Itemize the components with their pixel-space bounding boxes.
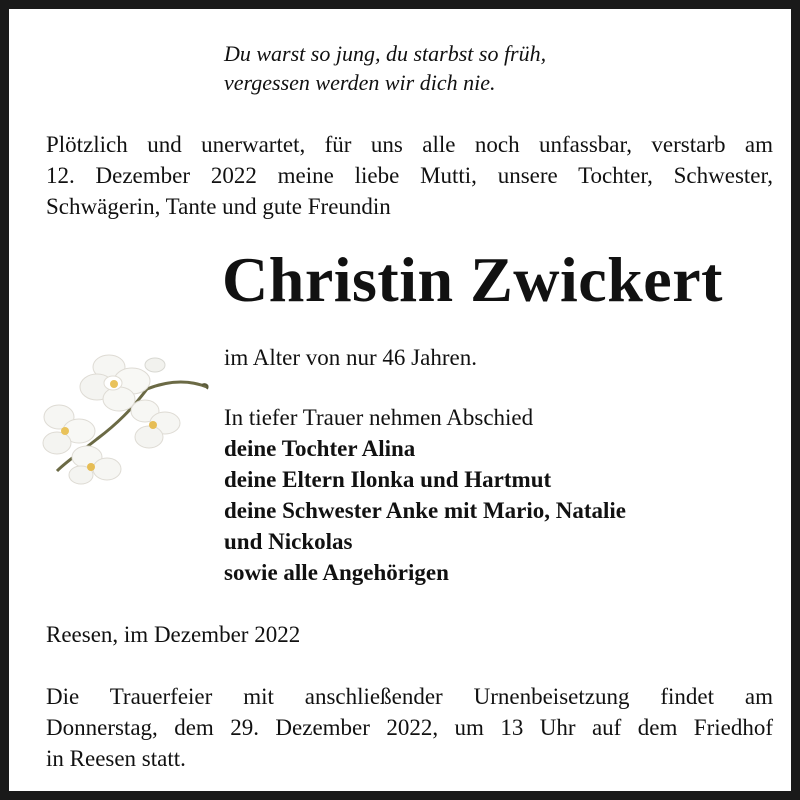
- motto-line-2: vergessen werden wir dich nie.: [224, 70, 496, 95]
- mourners-intro: In tiefer Trauer nehmen Abschied: [224, 405, 534, 430]
- orchid-icon: [37, 339, 217, 489]
- mourner-line: deine Schwester Anke mit Mario, Natalie: [224, 498, 627, 523]
- mourner-line: und Nickolas: [224, 529, 353, 554]
- mourner-line: deine Tochter Alina: [224, 436, 416, 461]
- ceremony-line-2: Donnerstag, dem 29. Dezember 2022, um 13 Uhr auf dem Friedhof: [46, 715, 773, 740]
- age-text: im Alter von nur 46 Jahren.: [224, 345, 477, 370]
- deceased-name: Christin Zwickert: [222, 244, 723, 315]
- place-date: Reesen, im Dezember 2022: [46, 622, 301, 647]
- ceremony-line-3: in Reesen statt.: [46, 746, 186, 771]
- intro-line-3: Schwägerin, Tante und gute Freundin: [46, 194, 391, 219]
- motto-line-1: Du warst so jung, du starbst so früh,: [224, 41, 547, 66]
- ceremony-line-1: Die Trauerfeier mit anschließender Urnenbeisetzung findet am: [46, 684, 773, 709]
- intro-line-1: Plötzlich und unerwartet, für uns alle noch unfassbar, verstarb am: [46, 132, 773, 157]
- intro-line-2: 12. Dezember 2022 meine liebe Mutti, unsere Tochter, Schwester,: [46, 163, 773, 188]
- mourner-line: deine Eltern Ilonka und Hartmut: [224, 467, 552, 492]
- mourner-line: sowie alle Angehörigen: [224, 560, 449, 585]
